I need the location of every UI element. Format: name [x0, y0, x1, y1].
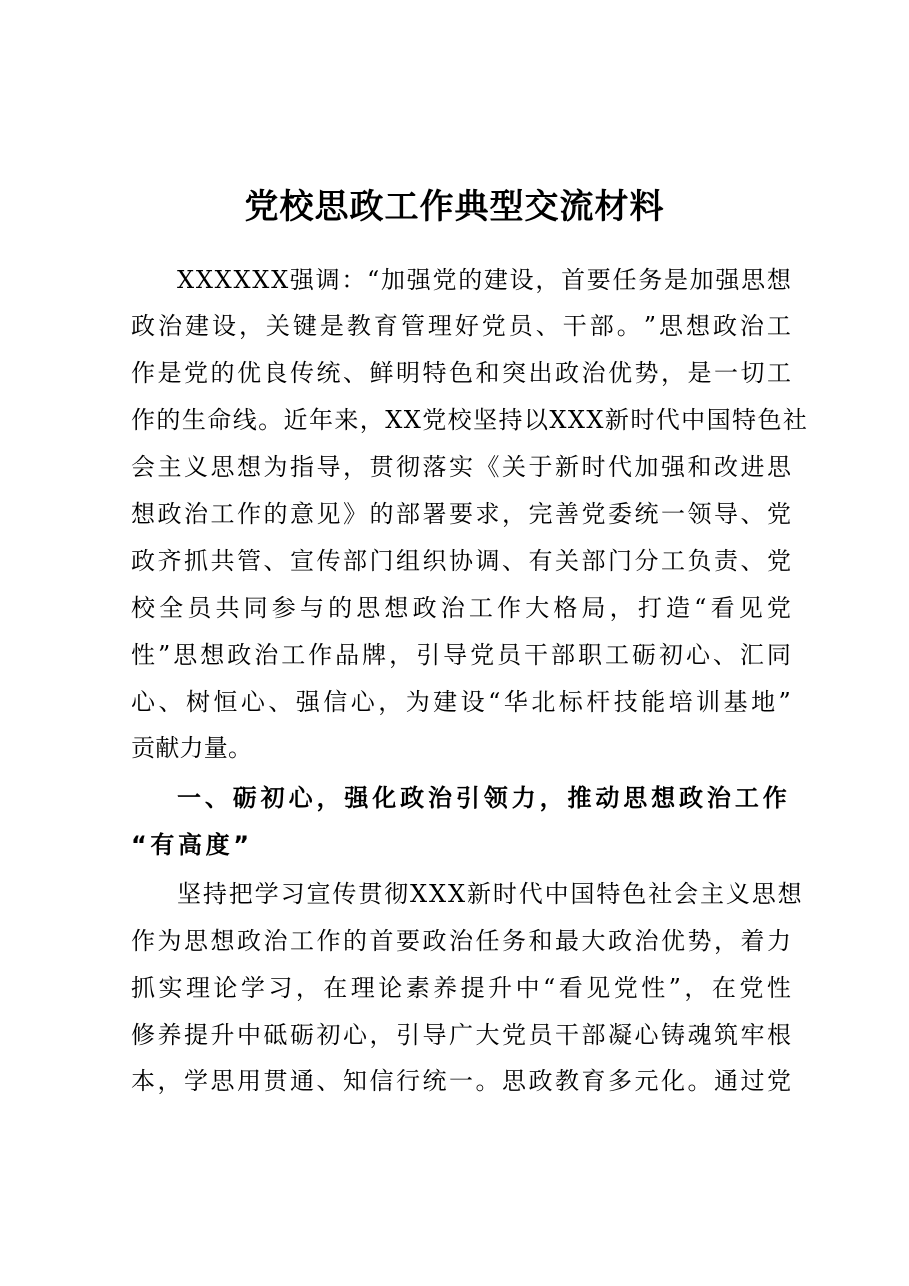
text-line: 抓 实 理 论 学 习 ， 在 理 论 素 养 提 升 中 “ 看 见 党 性 ” ， 在 党 性 — [131, 974, 791, 1002]
heading-line: 一 、 砺 初 心 ， 强 化 政 治 引 领 力 ， 推 动 思 想 政 治 工 作 — [177, 784, 787, 812]
text-line: 政 齐 抓 共 管 、 宣 传 部 门 组 织 协 调 、 有 关 部 门 分 工 负 责 、 党 — [131, 547, 791, 575]
heading-line: “ 有 高 度 ” — [131, 831, 249, 859]
text-line: 本 ， 学 思 用 贯 通 、 知 信 行 统 一 。 思 政 教 育 多 元 化 。 通 过 党 — [131, 1067, 791, 1095]
text-line: 政 治 建 设 ， 关 键 是 教 育 管 理 好 党 员 、 干 部 。 ” 思 想 政 治 工 — [131, 312, 791, 340]
text-line: 作 是 党 的 优 良 传 统 、 鲜 明 特 色 和 突 出 政 治 优 势 ， 是 一 切 工 — [131, 359, 791, 387]
text-line: 心 、 树 恒 心 、 强 信 心 ， 为 建 设 “ 华 北 标 杆 技 能 培 训 基 地 ” — [131, 688, 791, 716]
text-line: 作 的 生 命 线 。 近 年 来 ， X X 党 校 坚 持 以 X X X 新 时 代 中 国 特 色 社 — [131, 406, 807, 434]
text-line: 校 全 员 共 同 参 与 的 思 想 政 治 工 作 大 格 局 ， 打 造 “ 看 见 党 — [131, 594, 791, 622]
text-line: 修 养 提 升 中 砥 砺 初 心 ， 引 导 广 大 党 员 干 部 凝 心 铸 魂 筑 牢 根 — [131, 1021, 791, 1049]
document-title: 党校思政工作典型交流材料 — [244, 187, 665, 227]
text-line: 性 ” 思 想 政 治 工 作 品 牌 ， 引 导 党 员 干 部 职 工 砺 初 心 、 汇 同 — [131, 641, 791, 669]
text-line: 想 政 治 工 作 的 意 见 》 的 部 署 要 求 ， 完 善 党 委 统 一 领 导 、 党 — [131, 500, 791, 528]
text-line: X X X X X X 强 调 ： “ 加 强 党 的 建 设 ， 首 要 任 务 是 加 强 思 想 — [177, 266, 791, 294]
text-line: 会 主 义 思 想 为 指 导 ， 贯 彻 落 实 《 关 于 新 时 代 加 强 和 改 进 思 — [131, 453, 791, 481]
text-line: 坚 持 把 学 习 宣 传 贯 彻 X X X 新 时 代 中 国 特 色 社 会 主 义 思 想 — [177, 880, 802, 908]
text-line: 贡 献 力 量 。 — [131, 734, 252, 762]
text-line: 作 为 思 想 政 治 工 作 的 首 要 政 治 任 务 和 最 大 政 治 优 势 ， 着 力 — [131, 927, 791, 955]
